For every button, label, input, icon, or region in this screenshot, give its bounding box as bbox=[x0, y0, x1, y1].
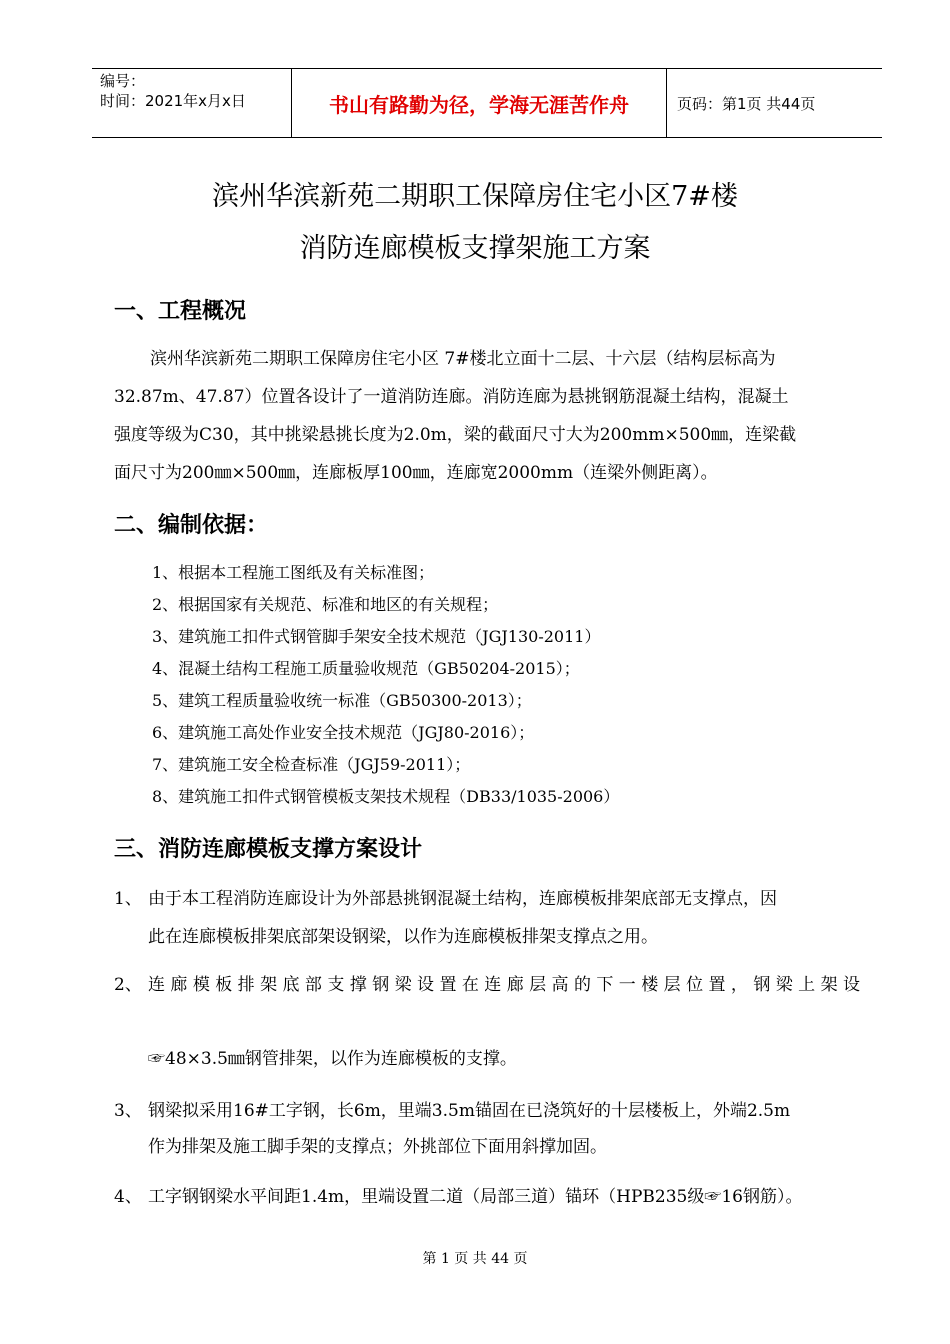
item-number: 3、 bbox=[114, 1101, 142, 1121]
paragraph-line: 32.87m、47.87）位置各设计了一道消防连廊。消防连廊为悬挑钢筋混凝土结构，混凝土 bbox=[114, 387, 789, 407]
item-number: 2、 bbox=[114, 975, 142, 995]
document-title-line1: 滨州华滨新苑二期职工保障房住宅小区7#楼 bbox=[212, 181, 738, 212]
time-label: 时间：2021年x月x日 bbox=[100, 92, 246, 110]
list-item: 8、建筑施工扣件式钢管模板支架技术规程（DB33/1035-2006） bbox=[152, 787, 620, 806]
list-item: 5、建筑工程质量验收统一标准（GB50300-2013）； bbox=[152, 691, 532, 710]
list-item: 2、根据国家有关规范、标准和地区的有关规程； bbox=[152, 595, 499, 614]
section2-heading: 二、编制依据： bbox=[114, 513, 269, 538]
section1-heading: 一、工程概况 bbox=[114, 299, 247, 324]
list-item: 3、建筑施工扣件式钢管脚手架安全技术规范（JGJ130-2011） bbox=[152, 627, 601, 646]
list-item: 4、混凝土结构工程施工质量验收规范（GB50204-2015）； bbox=[152, 659, 580, 678]
paragraph-line: 滨州华滨新苑二期职工保障房住宅小区 7#楼北立面十二层、十六层（结构层标高为 bbox=[150, 349, 776, 369]
item-text: 工字钢钢梁水平间距1.4m，里端设置二道（局部三道）锚环（HPB235级☞16钢筋）。 bbox=[148, 1187, 803, 1207]
paragraph-line: 强度等级为C30，其中挑梁悬挑长度为2.0m，梁的截面尺寸大为200mm×500㎜，连梁截 bbox=[114, 425, 797, 445]
item-text: 作为排架及施工脚手架的支撑点；外挑部位下面用斜撑加固。 bbox=[148, 1137, 607, 1157]
item-text: 此在连廊模板排架底部架设钢梁，以作为连廊模板排架支撑点之用。 bbox=[148, 927, 658, 947]
item-text: 钢梁拟采用16#工字钢，长6m，里端3.5m锚固在已浇筑好的十层楼板上，外端2.5m bbox=[148, 1101, 791, 1121]
item-text: 由于本工程消防连廊设计为外部悬挑钢混凝土结构，连廊模板排架底部无支撑点，因 bbox=[148, 889, 777, 909]
section3-heading: 三、消防连廊模板支撑方案设计 bbox=[114, 837, 423, 862]
list-item: 7、建筑施工安全检查标准（JGJ59-2011）； bbox=[152, 755, 471, 774]
header-page-label: 页码：第1页 共44页 bbox=[677, 94, 816, 113]
list-item: 6、建筑施工高处作业安全技术规范（JGJ80-2016）； bbox=[152, 723, 535, 742]
header-motto: 书山有路勤为径，学海无涯苦作舟 bbox=[292, 69, 667, 137]
item-number: 4、 bbox=[114, 1187, 142, 1207]
page-footer: 第 1 页 共 44 页 bbox=[422, 1251, 528, 1267]
item-number: 1、 bbox=[114, 889, 142, 909]
item-text: ☞48×3.5㎜钢管排架，以作为连廊模板的支撑。 bbox=[148, 1049, 517, 1069]
section1-paragraph bbox=[114, 340, 862, 492]
paragraph-line: 面尺寸为200㎜×500㎜，连廊板厚100㎜，连廊宽2000mm（连梁外侧距离）。 bbox=[114, 463, 718, 483]
item-text: 连廊模板排架底部支撑钢梁设置在连廊层高的下一楼层位置，钢梁上架设 bbox=[148, 975, 860, 995]
document-title-line2: 消防连廊模板支撑架施工方案 bbox=[299, 233, 651, 264]
list-item: 1、根据本工程施工图纸及有关标准图； bbox=[152, 563, 435, 582]
header-left-cell bbox=[92, 69, 292, 137]
header-table bbox=[92, 68, 882, 138]
number-label: 编号： bbox=[100, 72, 146, 90]
